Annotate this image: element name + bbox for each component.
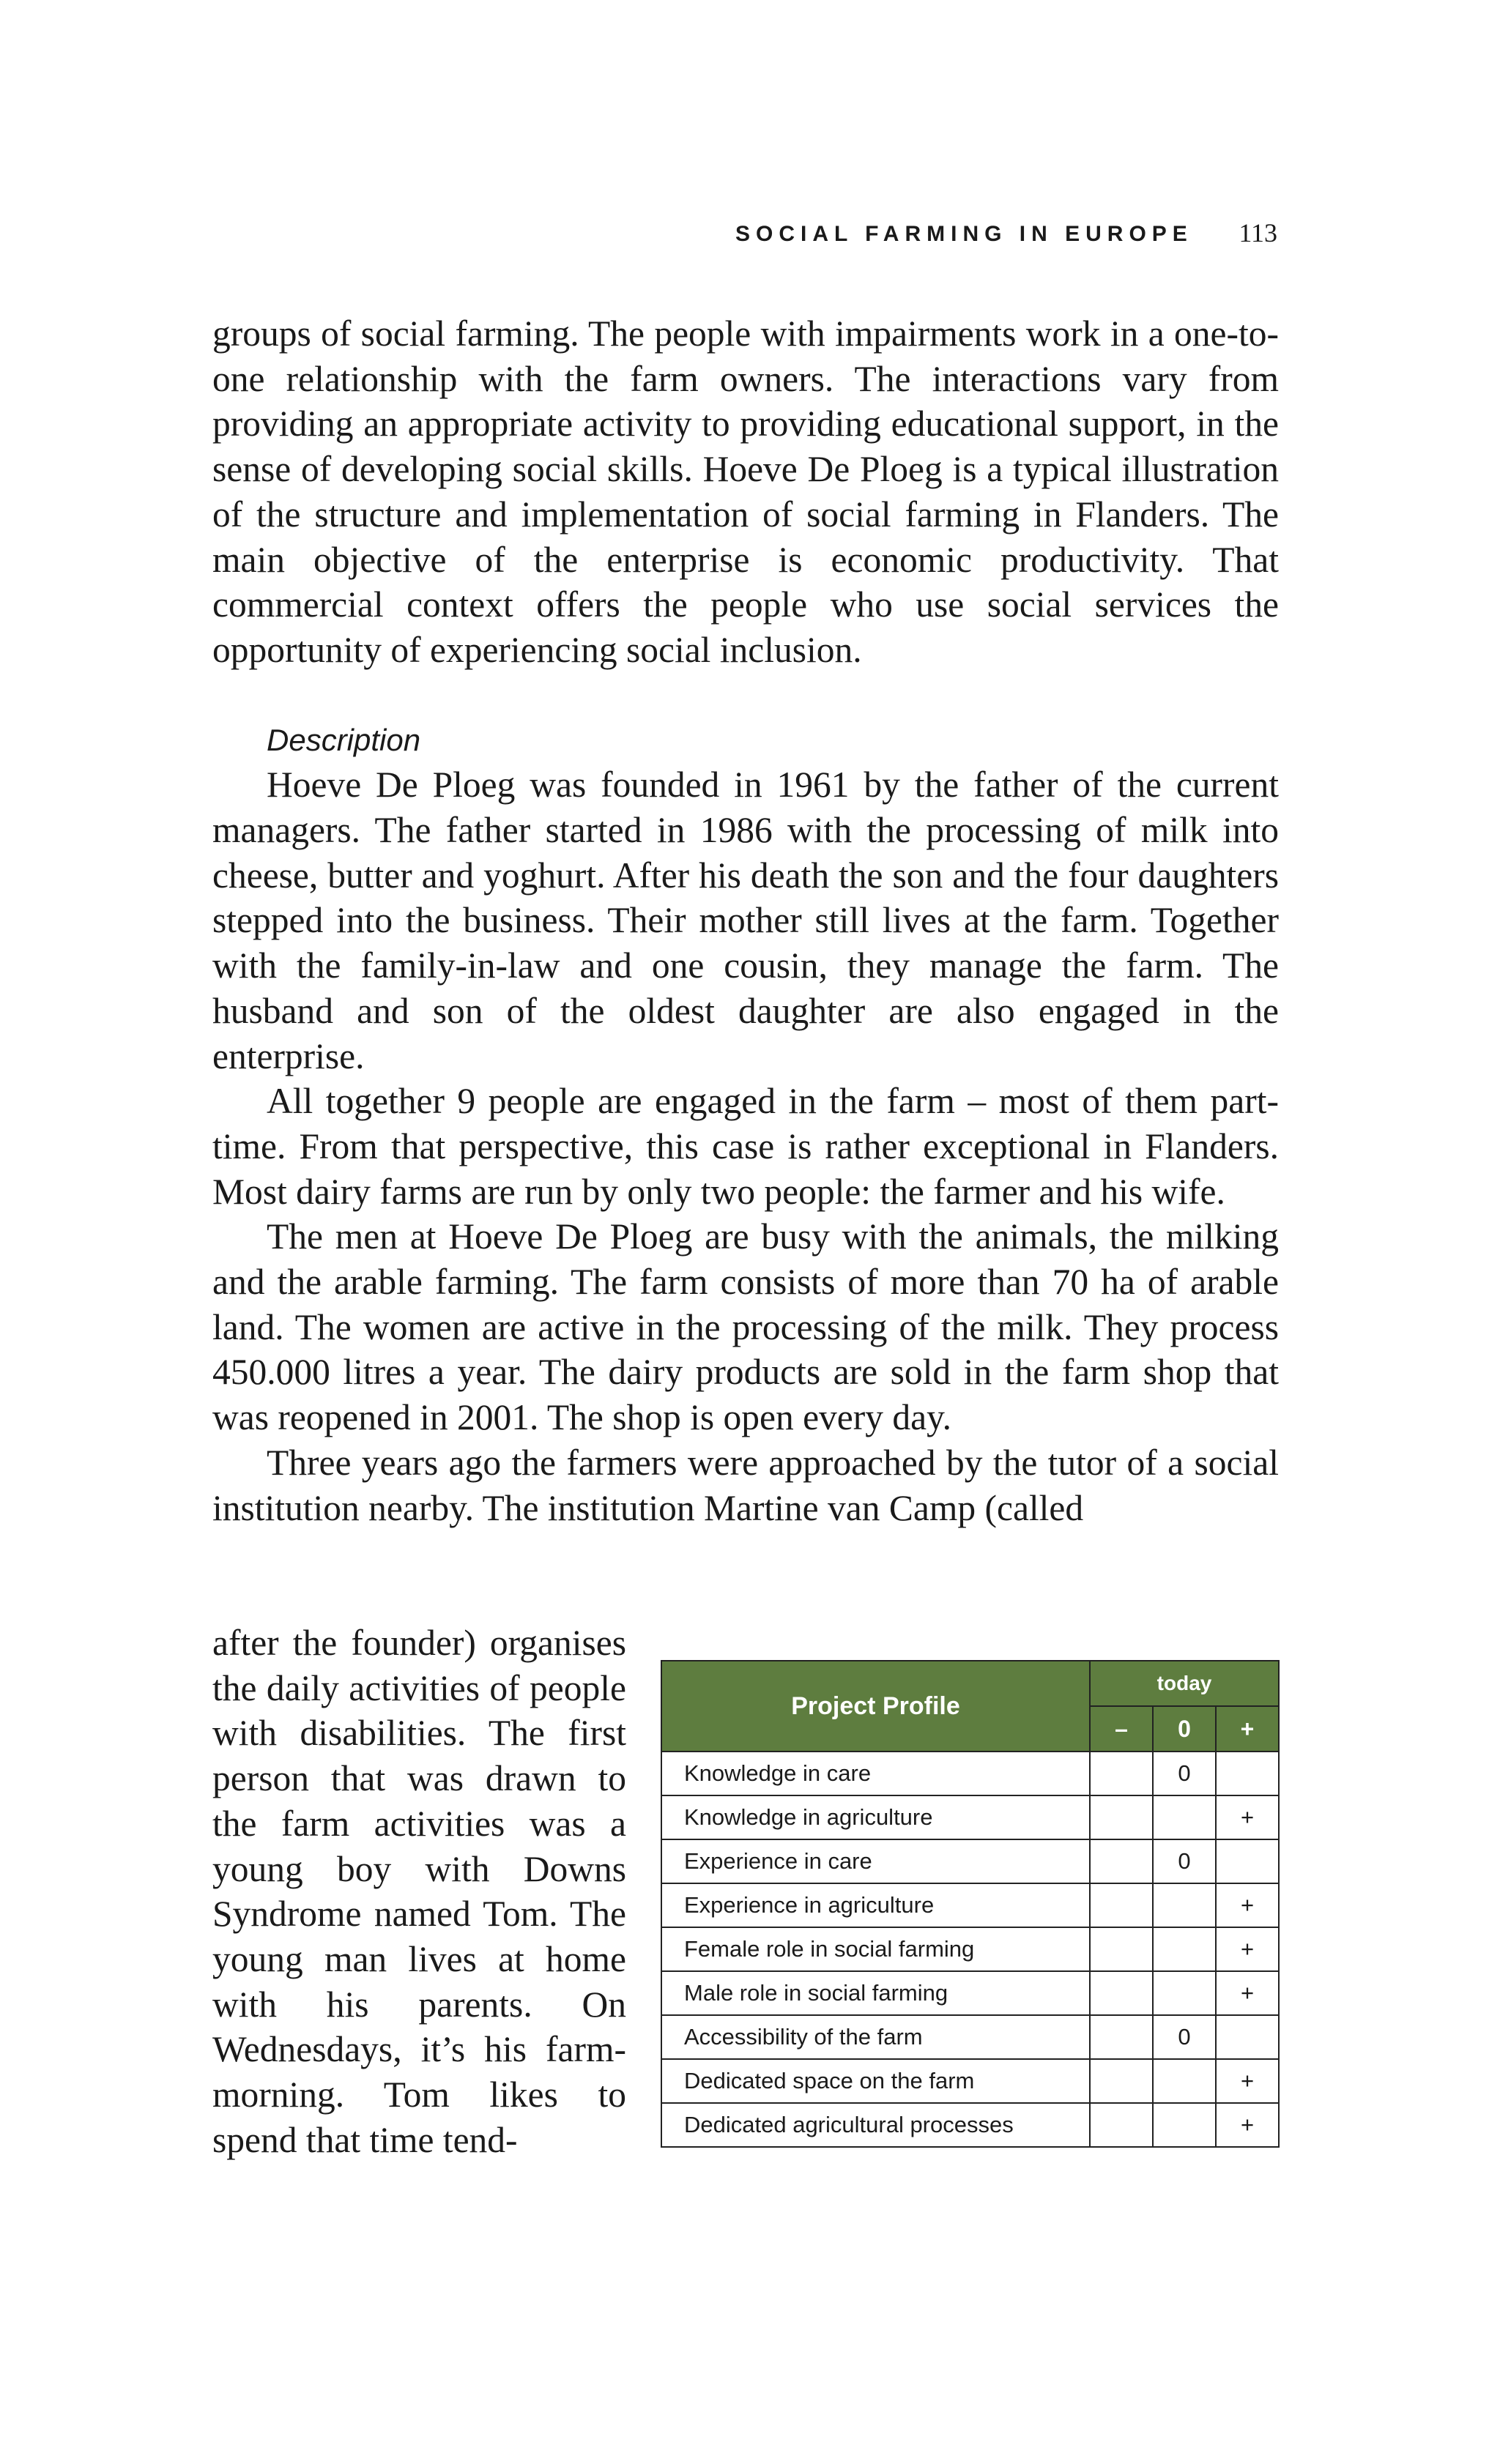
table-row xyxy=(661,1971,1279,2015)
paragraph-6: after the founder) organises the daily activities of people with disabilities. The first person that was drawn to the farm activities was a young boy with Downs Syndrome named Tom. The young man lives at home with his parents. On Wednesdays, it’s his farm-morning. Tom likes to spend that time tend- xyxy=(212,1623,626,2160)
cell-minus xyxy=(1090,1927,1153,1971)
table-row xyxy=(661,2103,1279,2147)
table-row xyxy=(661,1795,1279,1839)
cell-zero: 0 xyxy=(1153,1752,1216,1795)
cell-minus xyxy=(1090,1971,1153,2015)
cell-plus: + xyxy=(1216,2103,1279,2147)
table-row xyxy=(661,1839,1279,1883)
cell-plus: + xyxy=(1216,2059,1279,2103)
cell-plus: + xyxy=(1216,1927,1279,1971)
row-label: Experience in agriculture xyxy=(661,1883,1090,1927)
row-label: Dedicated agricultural processes xyxy=(661,2103,1090,2147)
table-row xyxy=(661,1927,1279,1971)
cell-minus xyxy=(1090,2103,1153,2147)
table-row xyxy=(661,2015,1279,2059)
cell-plus: + xyxy=(1216,1795,1279,1839)
cell-minus xyxy=(1090,1839,1153,1883)
project-profile-table xyxy=(661,1660,1280,2148)
row-label: Dedicated space on the farm xyxy=(661,2059,1090,2103)
cell-zero: 0 xyxy=(1153,2015,1216,2059)
cell-minus xyxy=(1090,2015,1153,2059)
scale-plus-header: + xyxy=(1216,1706,1279,1752)
row-label: Female role in social farming xyxy=(661,1927,1090,1971)
cell-zero xyxy=(1153,1927,1216,1971)
cell-plus xyxy=(1216,2015,1279,2059)
cell-zero xyxy=(1153,2103,1216,2147)
paragraph-2: Hoeve De Ploeg was founded in 1961 by the father of the current managers. The father started in 1986 with the processing of milk into cheese, butter and yoghurt. After his death the son and the four daughters stepped into the business. Their mother still lives at the farm. Together with the family-in-law and one cousin, they manage the farm. The husband and son of the oldest daughter are also engaged in the enterprise. xyxy=(212,764,1279,1076)
table-title: Project Profile xyxy=(661,1661,1090,1752)
row-label: Knowledge in care xyxy=(661,1752,1090,1795)
table-row xyxy=(661,1752,1279,1795)
scale-zero-header: 0 xyxy=(1153,1706,1216,1752)
cell-plus: + xyxy=(1216,1883,1279,1927)
paragraph-5: Three years ago the farmers were approached by the tutor of a social institution nearby. The institution Martine van Camp (called xyxy=(212,1442,1279,1528)
row-label: Knowledge in agriculture xyxy=(661,1795,1090,1839)
running-head-title: SOCIAL FARMING IN EUROPE xyxy=(735,222,1193,246)
page-number: 113 xyxy=(1239,218,1277,247)
table-period-label: today xyxy=(1090,1661,1279,1706)
table-row xyxy=(661,1883,1279,1927)
paragraph-3: All together 9 people are engaged in the farm – most of them part-time. From that perspective, this case is rather exceptional in Flanders. Most dairy farms are run by only two people: the farmer and his wife. xyxy=(212,1081,1279,1212)
row-label: Accessibility of the farm xyxy=(661,2015,1090,2059)
table-row xyxy=(661,2059,1279,2103)
narrow-column-text xyxy=(212,1620,626,2162)
scale-minus-header: – xyxy=(1090,1706,1153,1752)
cell-plus: + xyxy=(1216,1971,1279,2015)
cell-zero xyxy=(1153,1795,1216,1839)
row-label: Male role in social farming xyxy=(661,1971,1090,2015)
cell-plus xyxy=(1216,1752,1279,1795)
body-text xyxy=(212,311,1279,1530)
cell-minus xyxy=(1090,2059,1153,2103)
cell-zero: 0 xyxy=(1153,1839,1216,1883)
row-label: Experience in care xyxy=(661,1839,1090,1883)
paragraph-1: groups of social farming. The people with impairments work in a one-to-one relationship with the farm owners. The interactions vary from providing an appropriate activity to providing educational support, in the sense of developing social skills. Hoeve De Ploeg is a typical illustration of the structure and implementation of social farming in Flanders. The main objective of the enterprise is economic productivity. That commercial context offers the people who use social services the opportunity of experiencing social inclusion. xyxy=(212,313,1279,670)
paragraph-4: The men at Hoeve De Ploeg are busy with the animals, the milking and the arable farming. The farm consists of more than 70 ha of arable land. The women are active in the processing of the milk. They process 450.000 litres a year. The dairy products are sold in the farm shop that was reopened in 2001. The shop is open every day. xyxy=(212,1216,1279,1438)
section-heading-description: Description xyxy=(267,722,421,757)
cell-zero xyxy=(1153,1883,1216,1927)
cell-minus xyxy=(1090,1883,1153,1927)
cell-zero xyxy=(1153,1971,1216,2015)
cell-plus xyxy=(1216,1839,1279,1883)
cell-zero xyxy=(1153,2059,1216,2103)
cell-minus xyxy=(1090,1795,1153,1839)
cell-minus xyxy=(1090,1752,1153,1795)
